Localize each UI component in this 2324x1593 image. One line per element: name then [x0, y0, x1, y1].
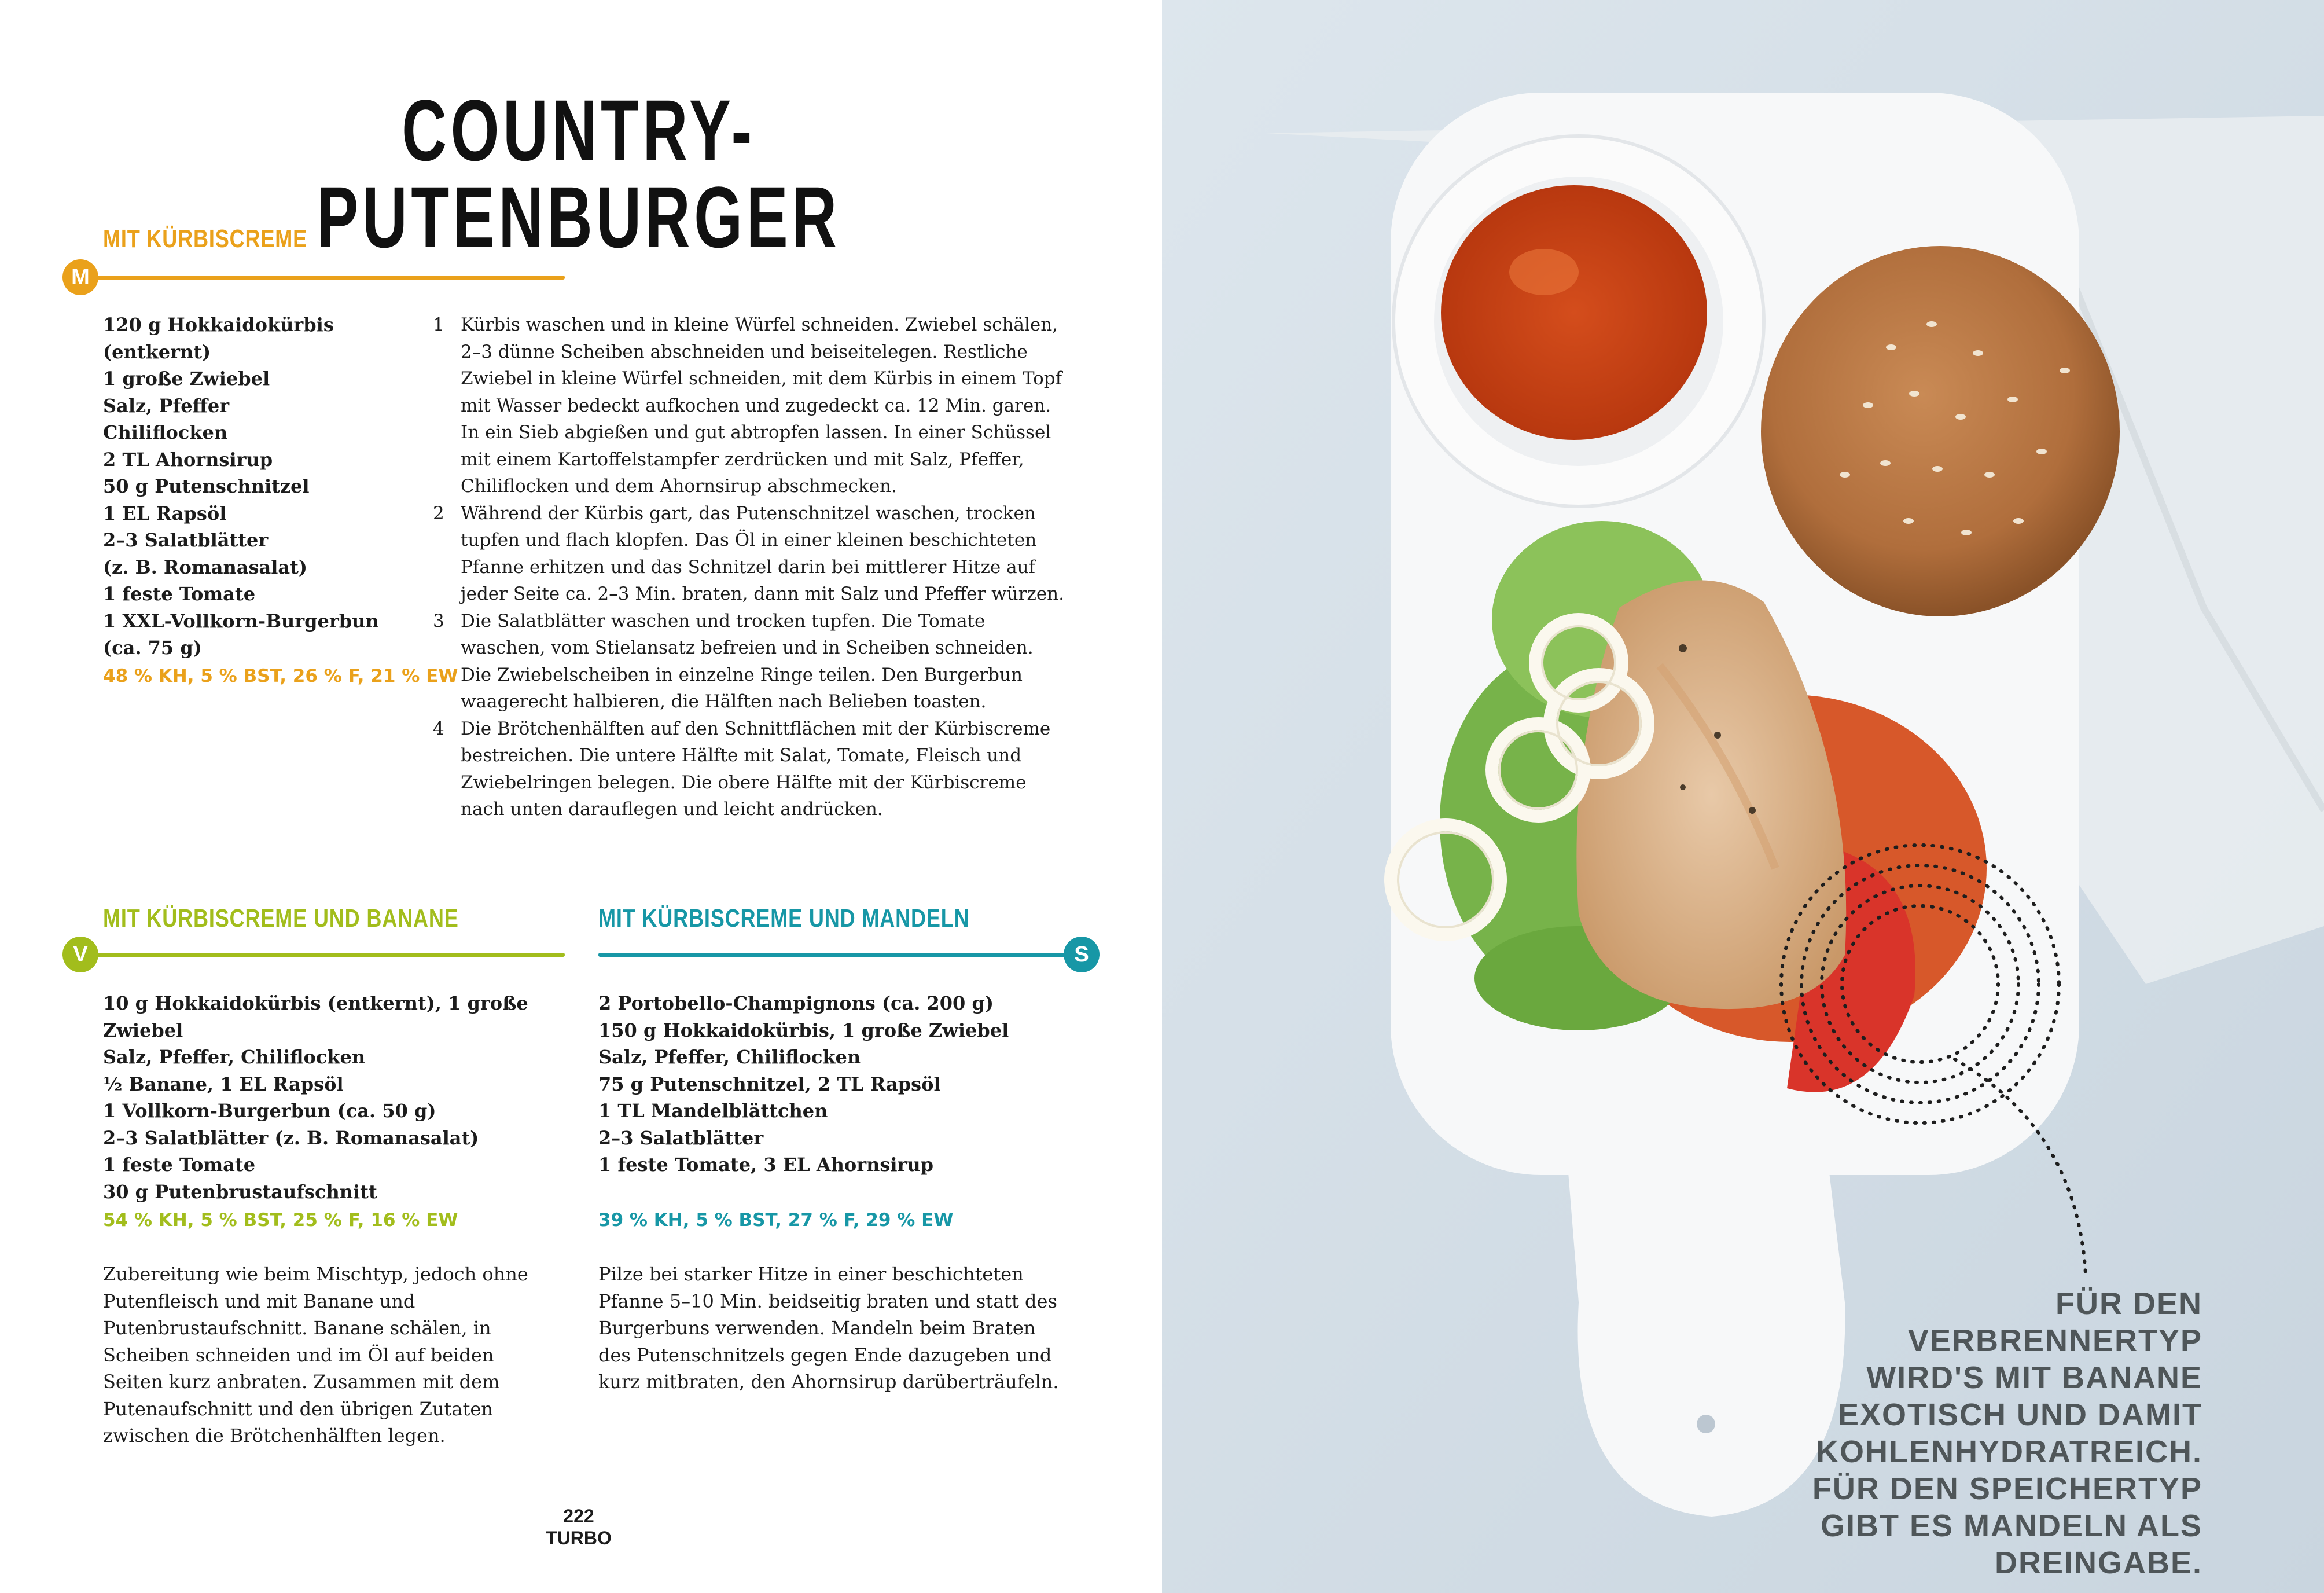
ingredient-item: 1 feste Tomate — [103, 1154, 256, 1176]
ingredient-item: Salz, Pfeffer — [103, 394, 230, 417]
section-s-badge: S — [1064, 937, 1100, 972]
ingredient-item: 2–3 Salatblätter — [598, 1126, 764, 1149]
step-item — [433, 608, 1069, 715]
photo-caption: FÜR DEN VERBRENNERTYP WIRD'S MIT BANANE EXOTISCH UND DAMIT KOHLENHYDRATREICH. FÜR DEN SPEICHERTYP GIBT ES MANDELN ALS DREINGABE. — [1812, 1286, 2202, 1580]
ingredient-item: 50 g Putenschnitzel — [103, 475, 310, 497]
section-v-text: Zubereitung wie beim Mischtyp, jedoch ohne Putenfleisch und mit Banane und Putenbrustaufschnitt. Banane schälen, in Scheiben schneiden und im Öl auf beiden Seiten kurz anbraten. Zusammen mit dem Putenaufschnitt und den übrigen Zutaten zwischen die Brötchenhälften legen. — [103, 1263, 528, 1447]
section-m-ingredients — [103, 311, 427, 662]
section-s-heading: MIT KÜRBISCREME UND MANDELN — [598, 904, 970, 933]
step-number: 4 — [433, 718, 444, 739]
ingredient-item: 30 g Putenbrustaufschnitt — [103, 1180, 377, 1203]
section-s-rule — [598, 953, 1096, 957]
ingredient-item: (ca. 75 g) — [103, 637, 202, 659]
ingredient-item: 150 g Hokkaidokürbis, 1 große Zwiebel — [598, 1019, 1009, 1041]
page-number: 222 — [563, 1506, 594, 1526]
step-number: 2 — [433, 502, 444, 524]
ingredient-item: 10 g Hokkaidokürbis (entkernt), 1 große Zwiebel — [103, 992, 528, 1041]
step-item — [433, 311, 1069, 500]
ingredient-item: 1 XXL-Vollkorn-Burgerbun — [103, 610, 379, 632]
page-folio — [521, 1505, 637, 1549]
section-s-macros: 39 % KH, 5 % BST, 27 % F, 29 % EW — [598, 1210, 954, 1231]
ingredient-item: 1 TL Mandelblättchen — [598, 1100, 828, 1122]
ingredient-item: 1 feste Tomate — [103, 583, 256, 605]
section-v-rule — [69, 953, 565, 957]
ingredient-item: (z. B. Romanasalat) — [103, 556, 308, 578]
section-s-text: Pilze bei starker Hitze in einer beschichteten Pfanne 5–10 Min. beidseitig braten und statt des Burgerbuns verwenden. Mandeln beim Braten des Putenschnitzels gegen Ende dazugeben und kurz mitbraten, den Ahornsirup darüberträufeln. — [598, 1263, 1059, 1393]
ingredient-item: 1 Vollkorn-Burgerbun (ca. 50 g) — [103, 1100, 436, 1122]
page-label: TURBO — [546, 1528, 612, 1548]
recipe-title: COUNTRY-PUTENBURGER — [317, 82, 841, 266]
ingredient-item: 1 große Zwiebel — [103, 368, 270, 390]
step-item — [433, 715, 1069, 823]
ingredient-item: 1 feste Tomate, 3 EL Ahornsirup — [598, 1154, 933, 1176]
section-v-badge: V — [62, 937, 98, 972]
ingredient-item: 2 TL Ahornsirup — [103, 448, 273, 471]
ingredient-item: 75 g Putenschnitzel, 2 TL Rapsöl — [598, 1073, 941, 1095]
section-v-heading: MIT KÜRBISCREME UND BANANE — [103, 904, 459, 933]
ingredient-item: 2 Portobello-Champignons (ca. 200 g) — [598, 992, 994, 1014]
step-text: Die Brötchenhälften auf den Schnittflächen mit der Kürbiscreme bestreichen. Die untere Hälfte mit Salat, Tomate, Fleisch und Zwiebelringen belegen. Die obere Hälfte mit der Kürbiscreme nach unten darauflegen und leicht andrücken. — [461, 718, 1051, 820]
section-s-ingredients — [598, 990, 1061, 1179]
section-m-steps — [433, 311, 1069, 823]
ingredient-item: 2–3 Salatblätter (z. B. Romanasalat) — [103, 1126, 479, 1149]
ingredient-item: Chiliflocken — [103, 421, 228, 443]
step-number: 1 — [433, 314, 444, 335]
section-v-ingredients — [103, 990, 566, 1205]
step-text: Die Salatblätter waschen und trocken tupfen. Die Tomate waschen, vom Stielansatz befreien und in Scheiben schneiden. Die Zwiebelscheiben in einzelne Ringe teilen. Den Burgerbun waagerecht halbieren, die Hälften nach Belieben toasten. — [461, 610, 1034, 712]
ingredient-item: 2–3 Salatblätter — [103, 529, 269, 551]
section-m-rule — [69, 276, 565, 280]
step-text: Während der Kürbis gart, das Putenschnitzel waschen, trocken tupfen und flach klopfen. Das Öl in einer kleinen beschichteten Pfanne erhitzen und das Schnitzel darin bei mittlerer Hitze auf jeder Seite ca. 2–3 Min. braten, dann mit Salz und Pfeffer würzen. — [461, 502, 1064, 604]
step-number: 3 — [433, 610, 444, 632]
step-item — [433, 500, 1069, 608]
section-v-macros: 54 % KH, 5 % BST, 25 % F, 16 % EW — [103, 1210, 458, 1231]
section-m-heading: MIT KÜRBISCREME — [103, 225, 308, 253]
ingredient-item: ½ Banane, 1 EL Rapsöl — [103, 1073, 344, 1095]
photo-page — [1162, 0, 2324, 1593]
ingredient-item: Salz, Pfeffer, Chiliflocken — [103, 1046, 366, 1068]
section-m-macros: 48 % KH, 5 % BST, 26 % F, 21 % EW — [103, 666, 458, 687]
ingredient-item: Salz, Pfeffer, Chiliflocken — [598, 1046, 861, 1068]
step-text: Kürbis waschen und in kleine Würfel schneiden. Zwiebel schälen, 2–3 dünne Scheiben abschneiden und beiseitelegen. Restliche Zwiebel in kleine Würfel schneiden, mit dem Kürbis in einem Topf mit Wasser bedeckt aufkochen und zugedeckt ca. 12 Min. garen. In ein Sieb abgießen und gut abtropfen lassen. In einer Schüssel mit einem Kartoffelstampfer zerdrücken und mit Salz, Pfeffer, Chiliflocken und dem Ahornsirup abschmecken. — [461, 314, 1062, 497]
ingredient-item: 1 EL Rapsöl — [103, 502, 227, 524]
section-m-badge: M — [62, 259, 98, 295]
ingredient-item: 120 g Hokkaidokürbis (entkernt) — [103, 314, 334, 363]
